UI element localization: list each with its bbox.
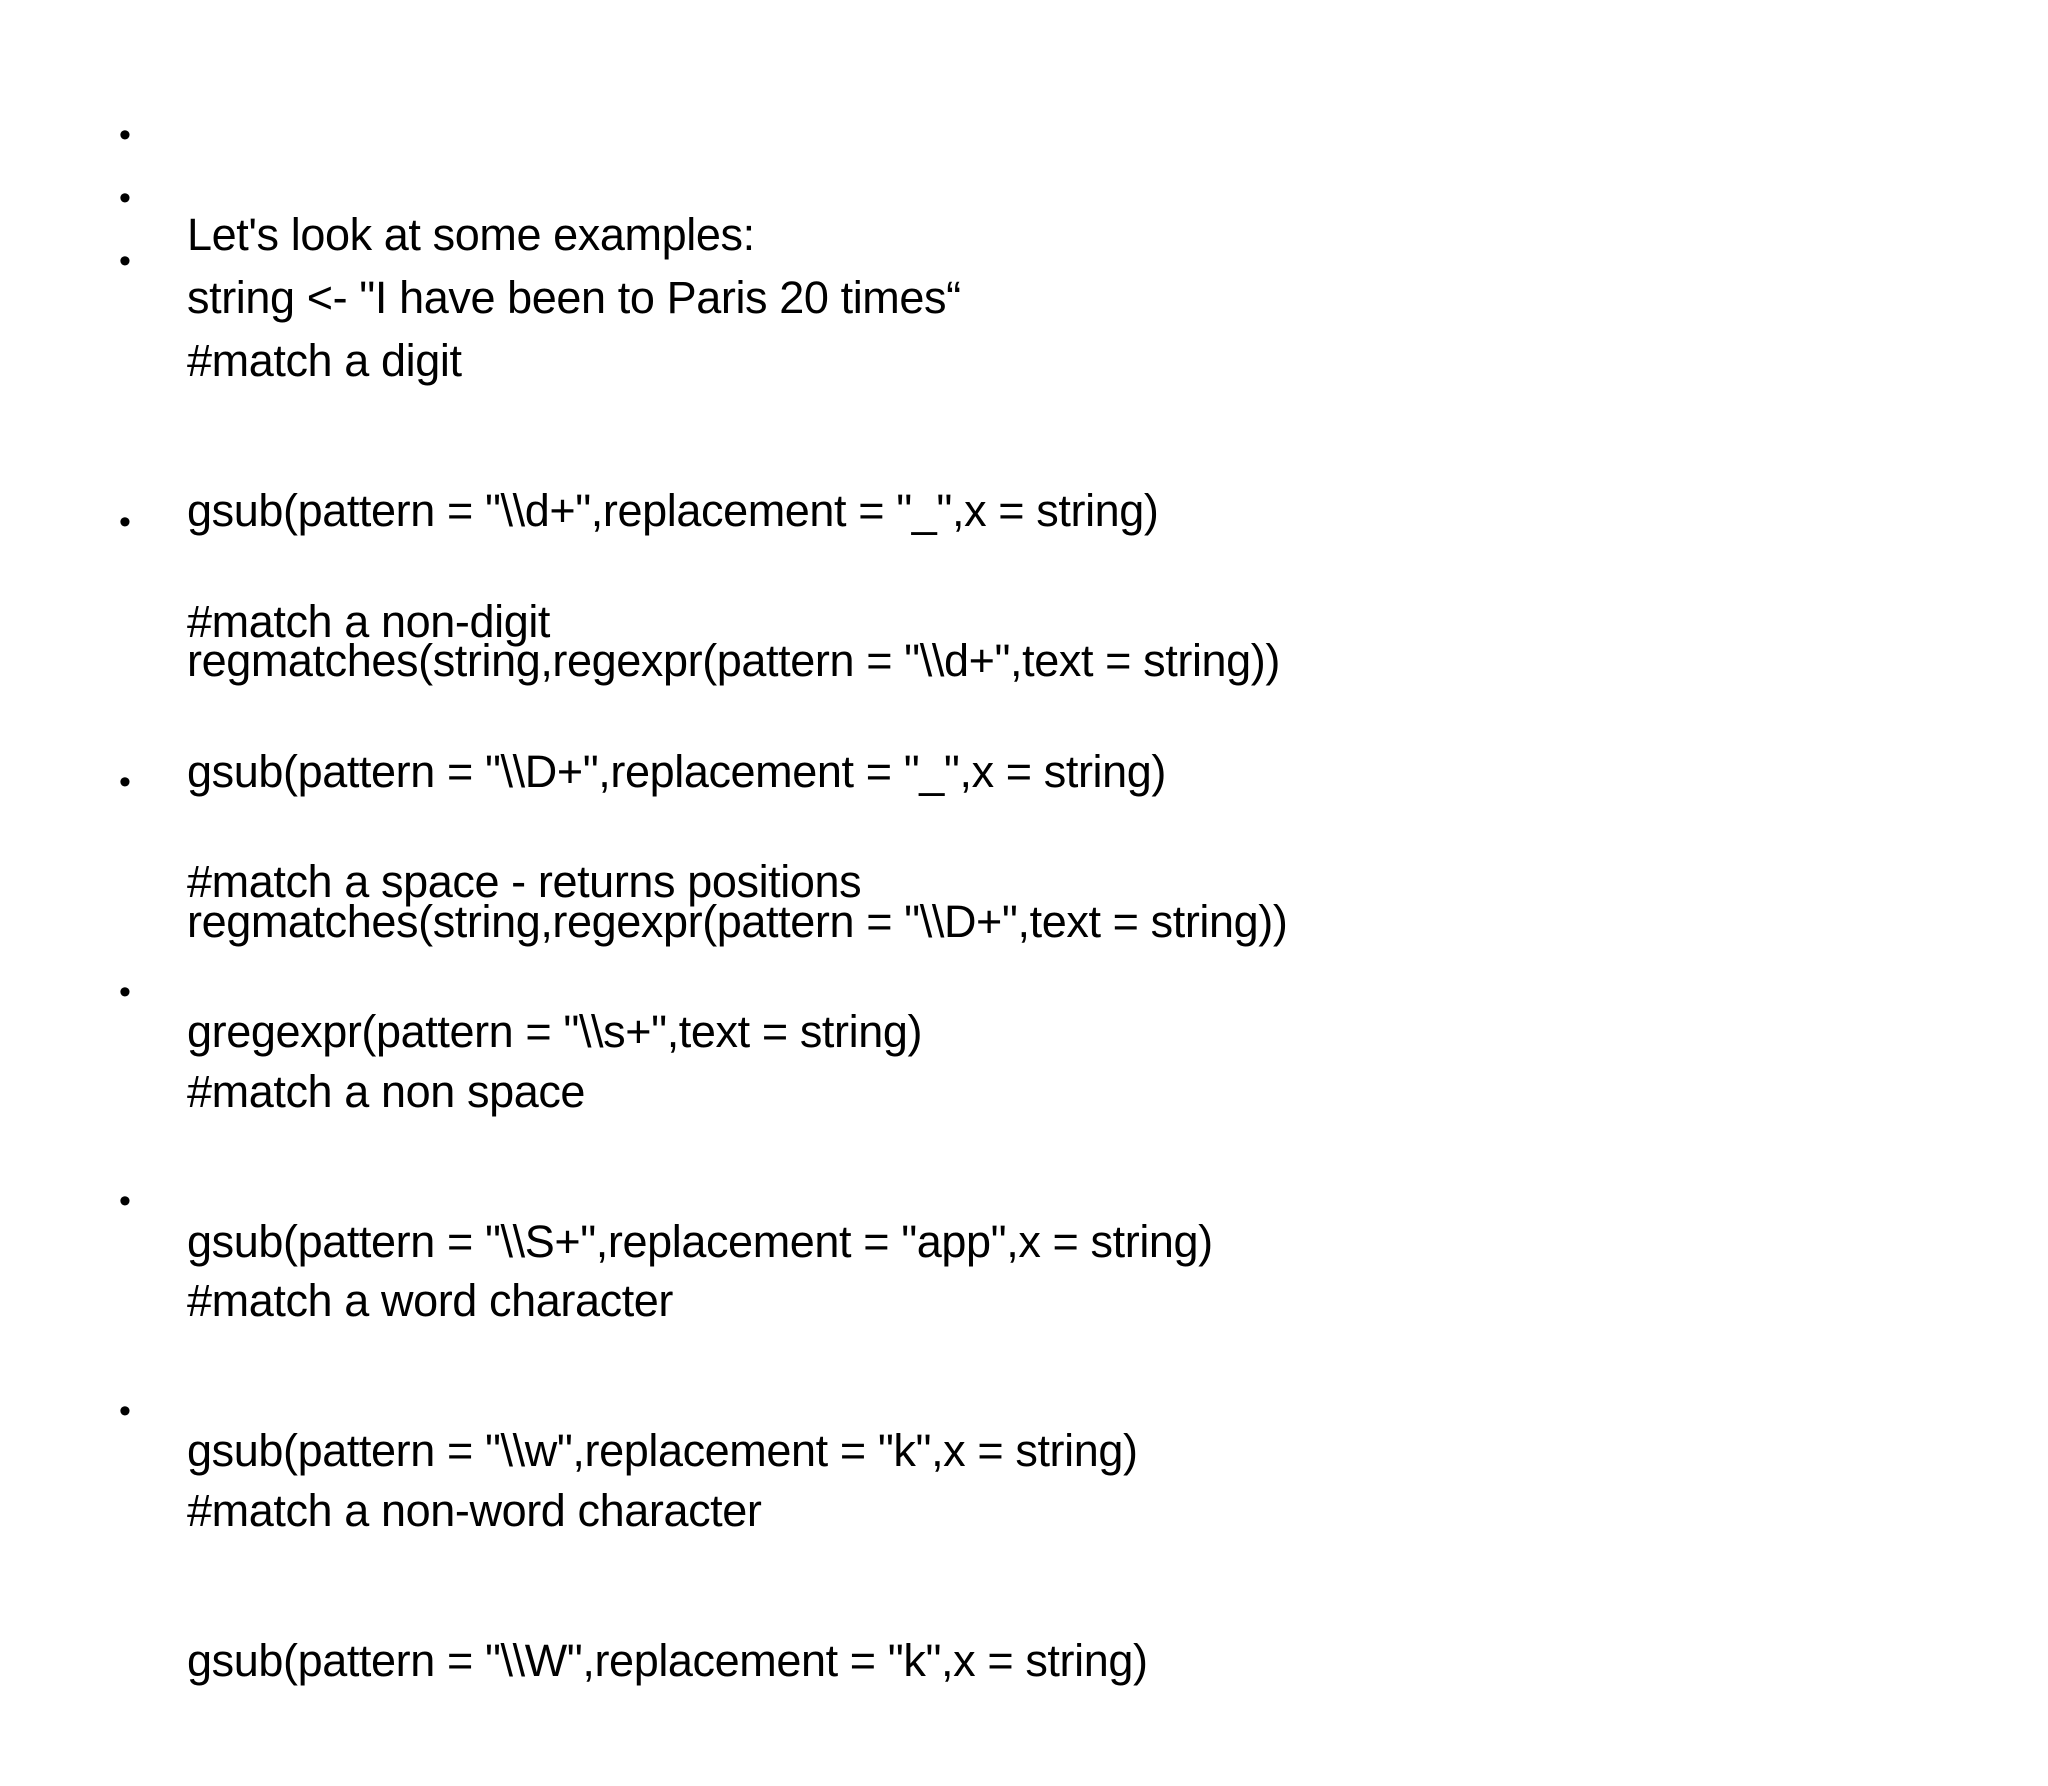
text-line: Let's look at some examples:	[187, 209, 755, 260]
comment-line: #match a word character	[187, 1275, 674, 1326]
bullet-dot-icon: •	[119, 763, 131, 801]
comment-line: #match a non space	[187, 1066, 586, 1117]
bullet-text	[187, 1386, 1148, 1786]
code-line: gsub(pattern = "\\d+",replacement = "_",x = string)	[187, 485, 1159, 536]
text-line: string <- "I have been to Paris 20 times“	[187, 272, 961, 323]
bullet-dot-icon: •	[119, 973, 131, 1011]
bullet-dot-icon: •	[119, 1182, 131, 1220]
code-line: gsub(pattern = "\\D+",replacement = "_",x = string)	[187, 746, 1166, 797]
code-line: gregexpr(pattern = "\\s+",text = string)	[187, 1006, 923, 1057]
bullet-dot-icon: •	[119, 116, 131, 154]
comment-line: #match a non-word character	[187, 1485, 762, 1536]
bullet-dot-icon: •	[119, 179, 131, 217]
comment-line: #match a non-digit	[187, 596, 551, 647]
code-line: regmatches(string,regexpr(pattern = "\\D+",text = string))	[187, 896, 1288, 947]
code-line: regmatches(string,regexpr(pattern = "\\d+",text = string))	[187, 635, 1280, 686]
code-line: gsub(pattern = "\\W",replacement = "k",x = string)	[187, 1635, 1148, 1686]
code-line: gsub(pattern = "\\w",replacement = "k",x = string)	[187, 1425, 1138, 1476]
bullet-dot-icon: •	[119, 503, 131, 541]
comment-line: #match a space - returns positions	[187, 856, 862, 907]
bullet-dot-icon: •	[119, 1392, 131, 1430]
bullet-dot-icon: •	[119, 242, 131, 280]
code-line: gsub(pattern = "\\S+",replacement = "app",x = string)	[187, 1216, 1213, 1267]
comment-line: #match a digit	[187, 335, 462, 386]
